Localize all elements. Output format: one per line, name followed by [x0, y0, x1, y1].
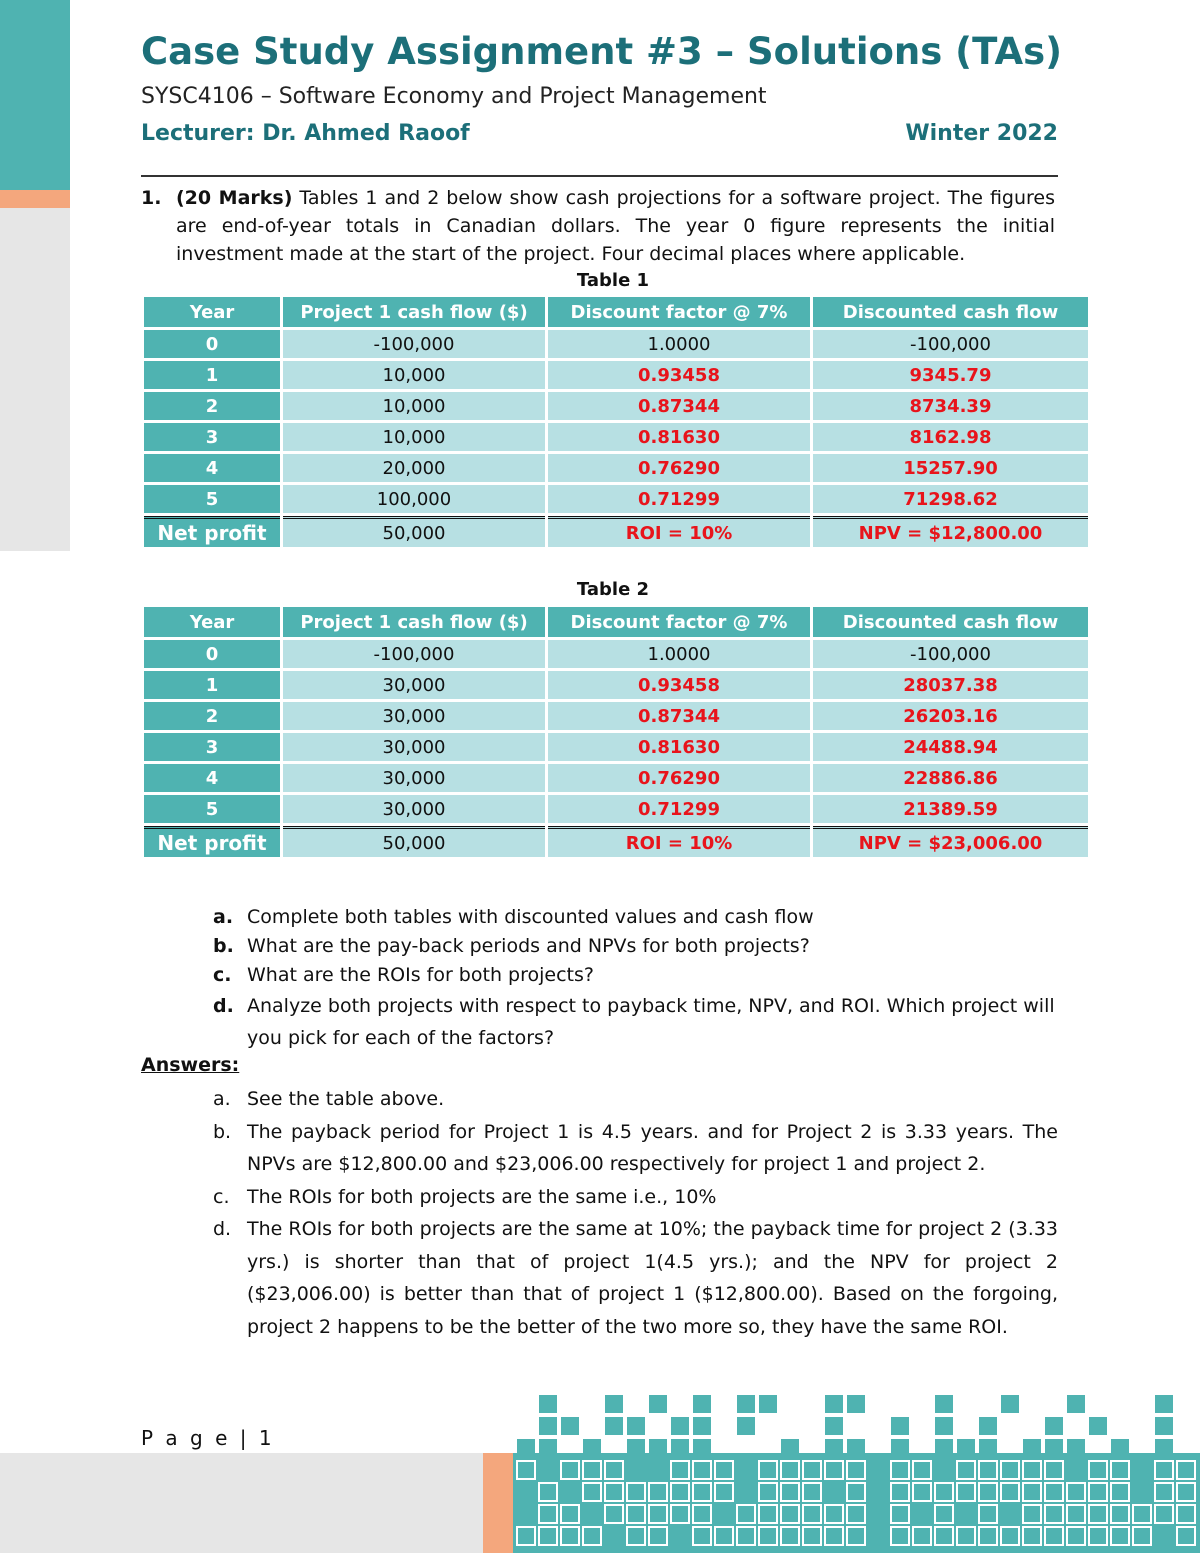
decorative-square	[583, 1461, 601, 1479]
net-profit-value: 50,000	[283, 826, 545, 857]
table-footer-row	[144, 516, 1088, 547]
cell-cash-flow: 30,000	[283, 671, 545, 699]
lecturer-line: Lecturer: Dr. Ahmed Raoof	[141, 121, 470, 146]
list-item	[213, 1116, 1058, 1181]
item-letter: d.	[213, 1218, 232, 1240]
decorative-square	[583, 1439, 601, 1457]
cell-year: 4	[144, 454, 280, 482]
cell-cash-flow: 10,000	[283, 392, 545, 420]
decorative-square	[583, 1483, 601, 1501]
cell-discount-factor: 1.0000	[548, 330, 810, 358]
table-row	[144, 640, 1088, 668]
decorative-square	[935, 1395, 953, 1413]
decorative-square	[1155, 1439, 1173, 1457]
decorative-square	[649, 1483, 667, 1501]
decorative-square	[781, 1527, 799, 1545]
cell-discounted: 15257.90	[813, 454, 1088, 482]
table-header-row	[144, 297, 1088, 327]
decorative-square	[781, 1461, 799, 1479]
item-text: The ROIs for both projects are the same i.e., 10%	[247, 1185, 717, 1208]
decorative-square	[539, 1483, 557, 1501]
cell-cash-flow: -100,000	[283, 640, 545, 668]
decorative-square	[517, 1439, 535, 1457]
decorative-square	[737, 1505, 755, 1523]
decorative-square	[979, 1439, 997, 1457]
document-title: Case Study Assignment #3 – Solutions (TAs)	[141, 30, 1063, 73]
item-letter: c.	[213, 964, 232, 986]
decorative-square	[539, 1417, 557, 1435]
cell-year: 2	[144, 392, 280, 420]
decorative-square	[737, 1395, 755, 1413]
decorative-square	[649, 1505, 667, 1523]
decorative-square	[979, 1505, 997, 1523]
cell-cash-flow: 20,000	[283, 454, 545, 482]
decorative-square	[847, 1505, 865, 1523]
table-row	[144, 330, 1088, 358]
cell-cash-flow: -100,000	[283, 330, 545, 358]
header-discount-factor: Discount factor @ 7%	[548, 607, 810, 637]
decorative-square	[759, 1527, 777, 1545]
decorative-square	[671, 1439, 689, 1457]
decorative-square	[781, 1483, 799, 1501]
cell-discount-factor: 0.93458	[548, 671, 810, 699]
cell-discounted: 8162.98	[813, 423, 1088, 451]
cell-cash-flow: 30,000	[283, 733, 545, 761]
header-discounted-cash-flow: Discounted cash flow	[813, 607, 1088, 637]
decorative-square	[1001, 1395, 1019, 1413]
decorative-square	[1067, 1395, 1085, 1413]
decorative-square	[715, 1461, 733, 1479]
decorative-teal-bar-top	[0, 0, 70, 190]
decorative-square	[847, 1483, 865, 1501]
cell-discounted: 71298.62	[813, 485, 1088, 513]
page-number: P a g e | 1	[141, 1426, 275, 1450]
question-marks: (20 Marks)	[176, 187, 293, 209]
decorative-square	[803, 1461, 821, 1479]
decorative-square	[1177, 1461, 1195, 1479]
decorative-square	[979, 1417, 997, 1435]
subquestion-list	[213, 903, 1058, 1054]
cash-flow-table-2	[141, 604, 1091, 860]
decorative-square	[605, 1395, 623, 1413]
decorative-square	[1023, 1505, 1041, 1523]
cell-discounted: -100,000	[813, 330, 1088, 358]
decorative-square	[759, 1395, 777, 1413]
cash-flow-table-1	[141, 294, 1091, 550]
decorative-square	[583, 1527, 601, 1545]
table-row	[144, 671, 1088, 699]
decorative-square	[1067, 1527, 1085, 1545]
header-year: Year	[144, 297, 280, 327]
item-letter: b.	[213, 1120, 232, 1143]
decorative-square	[847, 1461, 865, 1479]
cell-year: 0	[144, 330, 280, 358]
decorative-square	[1177, 1483, 1195, 1501]
item-letter: b.	[213, 935, 234, 957]
cell-year: 4	[144, 764, 280, 792]
cell-year: 0	[144, 640, 280, 668]
decorative-square	[913, 1483, 931, 1501]
table-row	[144, 423, 1088, 451]
question-number: 1.	[141, 187, 162, 209]
cell-discount-factor: 0.71299	[548, 795, 810, 823]
decorative-square	[1067, 1439, 1085, 1457]
decorative-square	[517, 1461, 535, 1479]
decorative-square	[957, 1439, 975, 1457]
npv-value: NPV = $12,800.00	[813, 516, 1088, 547]
decorative-square	[1045, 1461, 1063, 1479]
decorative-square	[1111, 1461, 1129, 1479]
decorative-square	[891, 1505, 909, 1523]
table-2-caption: Table 2	[576, 579, 650, 600]
cell-discount-factor: 0.76290	[548, 764, 810, 792]
decorative-orange-bar-bottom	[483, 1453, 513, 1553]
decorative-square	[1023, 1483, 1041, 1501]
decorative-square	[1023, 1527, 1041, 1545]
decorative-square	[1133, 1505, 1151, 1523]
decorative-square	[1177, 1505, 1195, 1523]
cell-year: 5	[144, 795, 280, 823]
header-discounted-cash-flow: Discounted cash flow	[813, 297, 1088, 327]
cell-year: 5	[144, 485, 280, 513]
decorative-square	[693, 1505, 711, 1523]
decorative-square	[1155, 1483, 1173, 1501]
answer-list	[213, 1083, 1058, 1343]
roi-value: ROI = 10%	[548, 516, 810, 547]
decorative-square	[803, 1483, 821, 1501]
decorative-square	[1111, 1483, 1129, 1501]
decorative-square	[979, 1461, 997, 1479]
decorative-square	[605, 1461, 623, 1479]
item-letter: a.	[213, 906, 234, 928]
cell-discount-factor: 0.76290	[548, 454, 810, 482]
question-text: Tables 1 and 2 below show cash projections for a software project. The figures are end-of-year totals in Canadian dollars. The year 0 figure represents the initial investment made at the start of the project. Four decimal places where applicable.	[176, 187, 1056, 265]
decorative-square	[935, 1417, 953, 1435]
decorative-square	[693, 1439, 711, 1457]
decorative-square	[1155, 1505, 1173, 1523]
item-letter: a.	[213, 1088, 231, 1110]
decorative-square	[1045, 1483, 1063, 1501]
decorative-square	[1045, 1417, 1063, 1435]
decorative-square	[1111, 1505, 1129, 1523]
net-profit-value: 50,000	[283, 516, 545, 547]
item-text: The ROIs for both projects are the same at 10%; the payback time for project 2 (3.33 yrs.) is shorter than that of project 1(4.5 yrs.); and the NPV for project 2 ($23,006.00) is better than that of project 1 ($12,800.00). Based on the forgoing, project 2 happens to be the better of the two more so, they have the same ROI.	[247, 1218, 1058, 1338]
list-item	[213, 903, 1058, 932]
cell-discount-factor: 0.87344	[548, 392, 810, 420]
decorative-square	[561, 1461, 579, 1479]
decorative-square	[605, 1417, 623, 1435]
answers-heading: Answers:	[141, 1054, 240, 1076]
header-cash-flow: Project 1 cash flow ($)	[283, 297, 545, 327]
cell-discount-factor: 1.0000	[548, 640, 810, 668]
net-profit-label: Net profit	[144, 826, 280, 857]
decorative-square	[671, 1505, 689, 1523]
cell-year: 3	[144, 423, 280, 451]
decorative-square	[627, 1417, 645, 1435]
cell-cash-flow: 10,000	[283, 423, 545, 451]
decorative-square	[957, 1527, 975, 1545]
decorative-square	[759, 1461, 777, 1479]
decorative-square	[759, 1483, 777, 1501]
table-1-caption: Table 1	[576, 270, 650, 291]
table-row	[144, 733, 1088, 761]
question-body	[176, 184, 1055, 268]
header-cash-flow: Project 1 cash flow ($)	[283, 607, 545, 637]
cell-discount-factor: 0.81630	[548, 733, 810, 761]
item-text: What are the ROIs for both projects?	[247, 964, 594, 986]
decorative-square	[1155, 1395, 1173, 1413]
decorative-square	[737, 1417, 755, 1435]
cell-discounted: 21389.59	[813, 795, 1088, 823]
decorative-square	[1133, 1527, 1151, 1545]
decorative-square	[891, 1527, 909, 1545]
decorative-square	[935, 1439, 953, 1457]
table-footer-row	[144, 826, 1088, 857]
decorative-square	[693, 1461, 711, 1479]
decorative-square	[1089, 1527, 1107, 1545]
question-1	[141, 184, 1055, 268]
decorative-square	[649, 1395, 667, 1413]
decorative-square	[539, 1439, 557, 1457]
decorative-square	[627, 1483, 645, 1501]
cell-discount-factor: 0.87344	[548, 702, 810, 730]
decorative-square	[891, 1439, 909, 1457]
cell-discounted: 9345.79	[813, 361, 1088, 389]
cell-discounted: 8734.39	[813, 392, 1088, 420]
cell-cash-flow: 30,000	[283, 702, 545, 730]
header-year: Year	[144, 607, 280, 637]
table-row	[144, 702, 1088, 730]
list-item	[213, 990, 1058, 1054]
table-row	[144, 361, 1088, 389]
header-discount-factor: Discount factor @ 7%	[548, 297, 810, 327]
decorative-square	[847, 1395, 865, 1413]
decorative-square	[913, 1461, 931, 1479]
item-text: What are the pay-back periods and NPVs for both projects?	[247, 935, 810, 957]
decorative-square	[891, 1417, 909, 1435]
list-item	[213, 1181, 1058, 1214]
decorative-square	[1089, 1417, 1107, 1435]
decorative-square	[539, 1395, 557, 1413]
decorative-square	[517, 1527, 535, 1545]
table-row	[144, 485, 1088, 513]
decorative-square	[1045, 1505, 1063, 1523]
decorative-square	[649, 1439, 667, 1457]
cell-discounted: 24488.94	[813, 733, 1088, 761]
decorative-square	[715, 1527, 733, 1545]
item-text: The payback period for Project 1 is 4.5 years. and for Project 2 is 3.33 years. The NPVs are $12,800.00 and $23,006.00 respectively for project 1 and project 2.	[247, 1120, 1058, 1175]
cell-discount-factor: 0.81630	[548, 423, 810, 451]
decorative-square	[693, 1395, 711, 1413]
cell-discount-factor: 0.71299	[548, 485, 810, 513]
decorative-square	[847, 1439, 865, 1457]
decorative-square	[693, 1527, 711, 1545]
decorative-square	[1177, 1527, 1195, 1545]
cell-year: 1	[144, 361, 280, 389]
decorative-square	[825, 1395, 843, 1413]
decorative-square	[1089, 1505, 1107, 1523]
decorative-square	[935, 1527, 953, 1545]
decorative-square	[957, 1483, 975, 1501]
npv-value: NPV = $23,006.00	[813, 826, 1088, 857]
decorative-square	[781, 1505, 799, 1523]
course-subtitle: SYSC4106 – Software Economy and Project Management	[141, 84, 767, 109]
net-profit-label: Net profit	[144, 516, 280, 547]
decorative-square	[605, 1483, 623, 1501]
decorative-square	[605, 1505, 623, 1523]
decorative-square	[1045, 1527, 1063, 1545]
list-item	[213, 1083, 1058, 1116]
decorative-square	[913, 1527, 931, 1545]
decorative-square	[1001, 1461, 1019, 1479]
table-row	[144, 454, 1088, 482]
decorative-orange-bar-top	[0, 190, 70, 208]
decorative-square	[979, 1483, 997, 1501]
decorative-square	[891, 1483, 909, 1501]
cell-discounted: -100,000	[813, 640, 1088, 668]
decorative-square	[627, 1439, 645, 1457]
decorative-square	[1111, 1439, 1129, 1457]
decorative-square	[561, 1527, 579, 1545]
decorative-square	[803, 1505, 821, 1523]
decorative-square	[671, 1461, 689, 1479]
cell-cash-flow: 10,000	[283, 361, 545, 389]
list-item	[213, 1213, 1058, 1343]
decorative-square	[737, 1527, 755, 1545]
decorative-square	[935, 1483, 953, 1501]
decorative-square	[957, 1461, 975, 1479]
decorative-square	[561, 1505, 579, 1523]
decorative-square	[693, 1483, 711, 1501]
decorative-square	[825, 1417, 843, 1435]
decorative-square	[1001, 1527, 1019, 1545]
header-divider	[141, 175, 1058, 177]
cell-discounted: 28037.38	[813, 671, 1088, 699]
decorative-square	[1089, 1483, 1107, 1501]
cell-discount-factor: 0.93458	[548, 361, 810, 389]
decorative-square	[891, 1461, 909, 1479]
decorative-square	[649, 1527, 667, 1545]
table-row	[144, 392, 1088, 420]
decorative-square	[671, 1483, 689, 1501]
decorative-square	[627, 1527, 645, 1545]
cell-cash-flow: 100,000	[283, 485, 545, 513]
decorative-square	[539, 1505, 557, 1523]
term-line: Winter 2022	[905, 121, 1058, 146]
decorative-square	[759, 1505, 777, 1523]
cell-year: 2	[144, 702, 280, 730]
decorative-square	[847, 1527, 865, 1545]
cell-cash-flow: 30,000	[283, 764, 545, 792]
cell-discounted: 26203.16	[813, 702, 1088, 730]
decorative-square	[1155, 1461, 1173, 1479]
item-text: Analyze both projects with respect to payback time, NPV, and ROI. Which project will you pick for each of the factors?	[247, 995, 1055, 1049]
table-row	[144, 764, 1088, 792]
decorative-square	[1111, 1527, 1129, 1545]
roi-value: ROI = 10%	[548, 826, 810, 857]
item-text: See the table above.	[247, 1088, 445, 1110]
decorative-square	[715, 1483, 733, 1501]
decorative-square	[561, 1417, 579, 1435]
list-item	[213, 932, 1058, 961]
decorative-square	[1067, 1483, 1085, 1501]
decorative-square	[825, 1505, 843, 1523]
decorative-square	[1023, 1461, 1041, 1479]
cell-year: 3	[144, 733, 280, 761]
decorative-square	[1155, 1417, 1173, 1435]
decorative-gray-bar-side	[0, 208, 70, 551]
decorative-square	[1045, 1439, 1063, 1457]
decorative-square	[979, 1527, 997, 1545]
cell-cash-flow: 30,000	[283, 795, 545, 823]
decorative-square	[693, 1417, 711, 1435]
decorative-gray-bar-bottom	[0, 1453, 483, 1553]
list-item	[213, 961, 1058, 990]
item-letter: c.	[213, 1185, 230, 1208]
decorative-square	[539, 1527, 557, 1545]
table-row	[144, 795, 1088, 823]
decorative-square	[1023, 1439, 1041, 1457]
decorative-square	[671, 1417, 689, 1435]
item-letter: d.	[213, 995, 234, 1017]
decorative-square	[781, 1439, 799, 1457]
item-text: Complete both tables with discounted values and cash flow	[247, 906, 814, 928]
decorative-square	[935, 1505, 953, 1523]
decorative-square	[825, 1439, 843, 1457]
cell-year: 1	[144, 671, 280, 699]
decorative-square	[1067, 1505, 1085, 1523]
cell-discounted: 22886.86	[813, 764, 1088, 792]
table-header-row	[144, 607, 1088, 637]
decorative-square	[627, 1505, 645, 1523]
decorative-square	[1001, 1483, 1019, 1501]
decorative-square	[825, 1461, 843, 1479]
decorative-pixel-pattern	[513, 1395, 1200, 1553]
decorative-square	[1089, 1461, 1107, 1479]
decorative-square	[803, 1527, 821, 1545]
decorative-square	[825, 1527, 843, 1545]
